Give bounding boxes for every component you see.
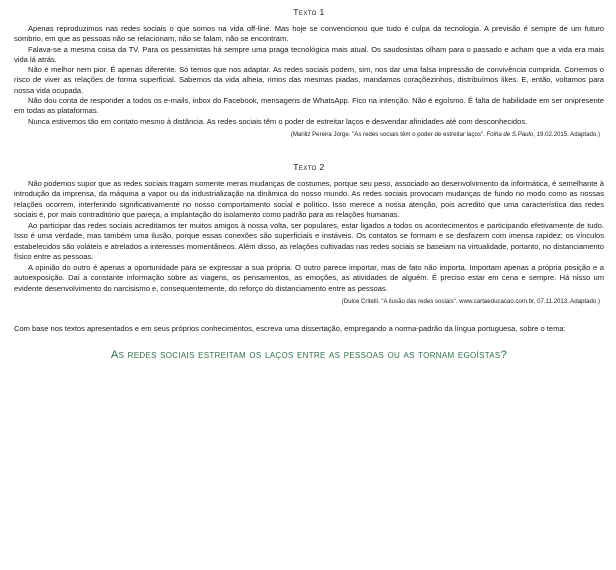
essay-theme: As redes sociais estreitam os laços entre as pessoas ou as tornam egoístas? [110,348,508,361]
texto-1-paragraph: Apenas reproduzimos nas redes sociais o que somos na vida off-line. Mas hoje se convencionou que tudo é culpa da tecnologia. A previsão é sempre de um futuro sombrio, em que as pessoas não se relacionam, não se falam, não se encontram. [14,24,604,44]
essay-prompt: Com base nos textos apresentados e em seus próprios conhecimentos, escreva uma dissertação, empregando a norma-padrão da língua portuguesa, sobre o tema: [14,324,566,334]
texto-2 [14,161,604,307]
texto-1-title: Texto 1 [293,7,325,17]
texto-1-paragraph: Não é melhor nem pior. É apenas diferente. Só temos que nos adaptar. As redes sociais podem, sim, nos dar uma falsa impressão de convivência cumprida. Corremos o risco de viver as relações de forma superficial. Sabemos da vida alheia, rimos das mesmas piadas, mandamos coraçõezinhos, distribuímos likes. E, então, voltamos para nossa vida ocupada. [14,65,604,95]
texto-2-paragraph: Ao participar das redes sociais acreditamos ter muitos amigos à nossa volta, ser populares, estar ligados a todos os acontecimentos e participando efetivamente de tudo. Isso é uma verdade, mas também uma ilusão, porque essas conexões são superficiais e instáveis. Os contatos se formam e se desfazem com imensa rapidez; os vínculos estabelecidos são voláteis e atrelados a interesses momentâneos. Além disso, as relações cultivadas nas redes sociais se baseiam na virtualidade, portanto, no distanciamento físico entre as pessoas. [14,220,604,262]
texto-2-title: Texto 2 [293,161,325,172]
texto-1-paragraph: Nunca estivemos tão em contato mesmo à distância. As redes sociais têm o poder de estreitar laços e desvendar afinidades até com desconhecidos. [28,116,528,126]
texto-2-paragraph: Não podemos supor que as redes sociais tragam somente meras mudanças de costumes, porque seu peso, associado ao desenvolvimento da informática, é semelhante à introdução da imprensa, da máquina a vapor ou da industrialização na dinâmica do nosso mundo. As redes sociais provocam mudanças de fundo no modo como as nossas relações ocorrem, interferindo significativamente no nosso comportamento social e político. Isso merece a nossa atenção, pois acredito que uma característica das redes sociais é, por mais contraditório que pareça, a implantação do isolamento como padrão para as relações humanas. [14,178,604,220]
texto-2-source: (Dulce Critelli. "A ilusão das redes sociais". www.cartaeducacao.com.br, 07.11.2013. Adaptado.) [341,298,600,306]
texto-1-source-publication: Folha de S.Paulo [486,130,534,138]
texto-1-source-suffix: , 19.02.2015. Adaptado.) [533,130,600,138]
texto-1-source [14,130,600,139]
section-spacer [14,139,604,161]
texto-1 [14,6,604,139]
texto-1-paragraph: Falava-se a mesma coisa da TV. Para os pessimistas há sempre uma praga tecnológica mais atual. Os saudosistas olham para o passado e acham que a vida era mais vida lá atrás. [14,44,604,64]
texto-1-source-prefix: (Mariliz Pereira Jorge. "As redes sociais têm o poder de estreitar laços". [290,130,487,138]
texto-2-paragraph: A opinião do outro é apenas a oportunidade para se expressar a sua própria. O outro parece importar, mas de fato não importa. Importam apenas a própria posição e a autoexposição. Daí a constante informação sobre as viagens, os pensamentos, as emoções, as atividades de alguém. É preciso estar em cena e sempre. Há nisso um evidente desenvolvimento do narcisismo e, consequentemente, do reforço do distanciamento entre as pessoas. [14,262,604,293]
texto-1-paragraph: Não dou conta de responder a todos os e-mails, inbox do Facebook, mensagens de WhatsApp. Fico na intenção. Não é egoísmo. É falta de habilidade em ser onipresente em todas as plataformas. [14,96,604,116]
